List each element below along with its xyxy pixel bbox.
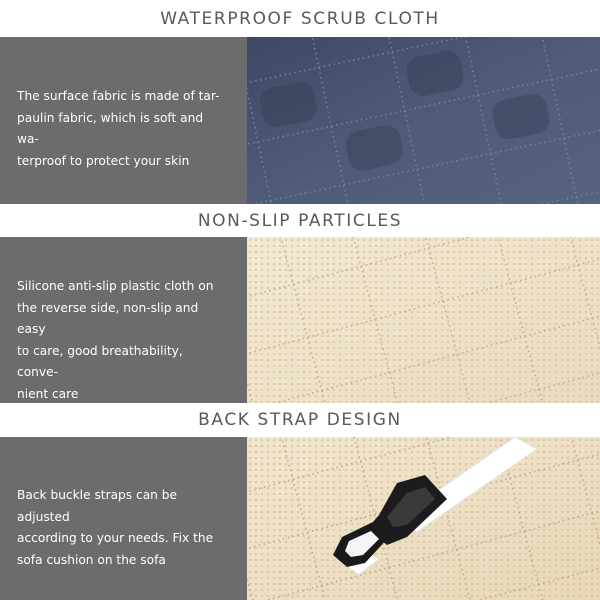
- desc-non-slip: [17, 276, 227, 405]
- desc-line: Silicone anti-slip plastic cloth on: [17, 279, 214, 293]
- desc-line: the reverse side, non-slip and easy: [17, 300, 199, 336]
- text-panel-waterproof: [0, 37, 247, 204]
- strap-fabric-image: [247, 437, 600, 600]
- heading-waterproof: WATERPROOF SCRUB CLOTH: [160, 9, 440, 29]
- desc-line: The surface fabric is made of tar-: [17, 89, 220, 103]
- desc-line: Back buckle straps can be adjusted: [17, 488, 178, 524]
- desc-line: nient care: [17, 386, 79, 401]
- desc-line: to care, good breathability, conve-: [17, 343, 183, 379]
- heading-back-strap: BACK STRAP DESIGN: [198, 410, 402, 430]
- desc-line: sofa cushion on the sofa: [17, 552, 166, 567]
- desc-back-strap: [17, 485, 227, 571]
- desc-line: according to your needs. Fix the: [17, 531, 214, 545]
- cream-fabric-image: [247, 237, 600, 403]
- heading-non-slip: NON-SLIP PARTICLES: [197, 211, 403, 231]
- navy-fabric-image: [247, 37, 600, 204]
- text-panel-non-slip: [0, 237, 247, 403]
- desc-line: terproof to protect your skin: [17, 153, 190, 168]
- desc-line: paulin fabric, which is soft and wa-: [17, 110, 204, 146]
- desc-waterproof: [17, 86, 227, 172]
- text-panel-back-strap: [0, 437, 247, 600]
